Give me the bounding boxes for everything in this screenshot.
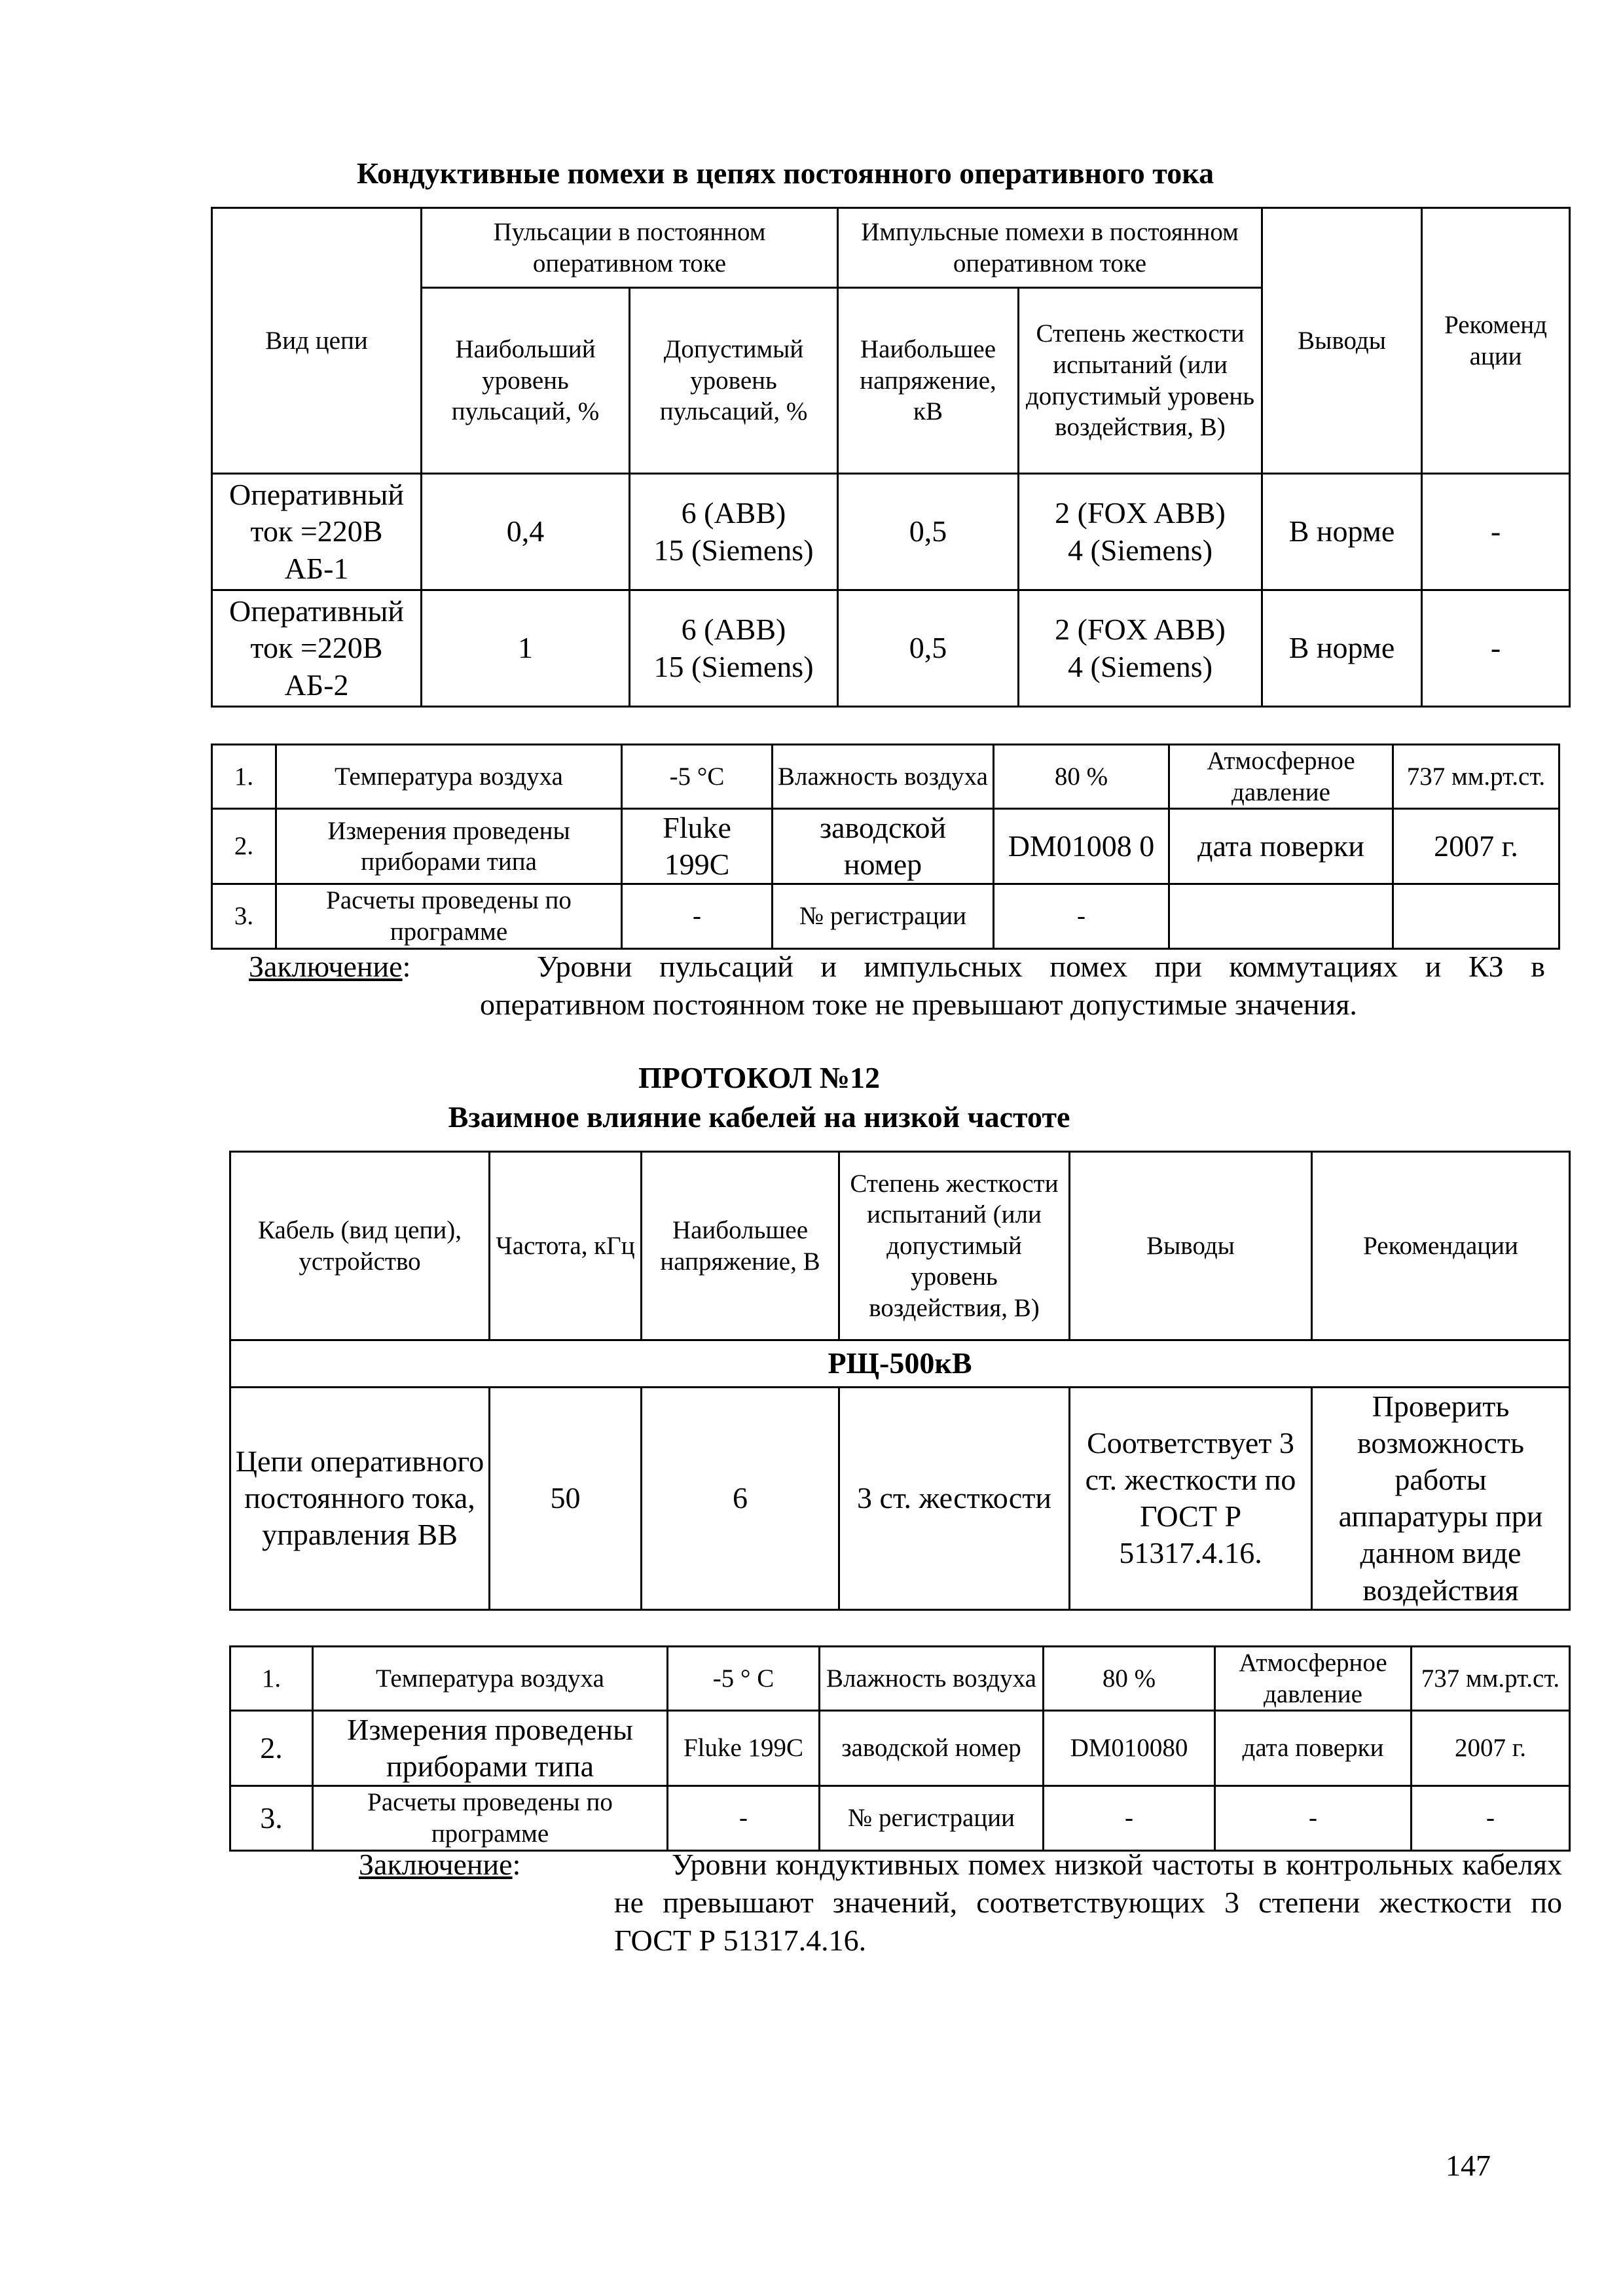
- cell-label: Температура воздуха: [313, 1647, 668, 1711]
- row-number: 1.: [212, 745, 276, 809]
- cell-label: Влажность воздуха: [773, 745, 994, 809]
- conditions-table-2: [229, 1645, 1571, 1852]
- cell-label: Температура воздуха: [276, 745, 622, 809]
- cell-severity: 2 (FOX ABB) 4 (Siemens): [1019, 590, 1262, 707]
- header-vid-cepi: Вид цепи: [212, 208, 422, 474]
- cell-recommendation: -: [1422, 590, 1570, 707]
- header-impulse: Импульсные помехи в постоянном оперативном токе: [838, 208, 1262, 288]
- cell-value: -: [994, 884, 1169, 948]
- cell-frequency: 50: [490, 1388, 642, 1610]
- cell-label: Атмосферное давление: [1215, 1647, 1412, 1711]
- cell-label: № регистрации: [773, 884, 994, 948]
- cell-max-ripple: 1: [422, 590, 630, 707]
- header-recommendations: Рекомендации: [1312, 1152, 1570, 1340]
- header-pulsations: Пульсации в постоянном оперативном токе: [422, 208, 838, 288]
- cell-max-ripple: 0,4: [422, 474, 630, 590]
- cell-label: Измерения проведены приборами типа: [276, 809, 622, 884]
- conditions-row: [230, 1786, 1570, 1850]
- conditions-table-1: [211, 744, 1560, 950]
- cell-value: 2007 г.: [1412, 1711, 1570, 1786]
- cell-allowed-ripple: 6 (ABB) 15 (Siemens): [630, 590, 838, 707]
- cell-label: заводской номер: [820, 1711, 1044, 1786]
- conditions-row: [212, 745, 1559, 809]
- cell-vid: Оперативный ток =220В АБ-2: [212, 590, 422, 707]
- conditions-row: [212, 809, 1559, 884]
- cell-vyvody: В норме: [1262, 590, 1422, 707]
- table-row: [230, 1388, 1570, 1610]
- cell-label: заводской номер: [773, 809, 994, 884]
- row-number: 3.: [212, 884, 276, 948]
- cell-value: DM010080: [1044, 1711, 1215, 1786]
- table-row: [212, 474, 1570, 590]
- header-max-voltage: Наибольшее напряжение, кВ: [838, 288, 1019, 474]
- cell-allowed-ripple: 6 (ABB) 15 (Siemens): [630, 474, 838, 590]
- cable-influence-table: [229, 1151, 1571, 1611]
- cell-severity: 2 (FOX ABB) 4 (Siemens): [1019, 474, 1262, 590]
- cell-recommendation: Проверить возможность работы аппаратуры при данном виде воздействия: [1312, 1388, 1570, 1610]
- cell-vyvody: Соответствует 3 ст. жесткости по ГОСТ Р 51317.4.16.: [1070, 1388, 1312, 1610]
- header-severity: Степень жесткости испытаний (или допустимый уровень воздействия, В): [1019, 288, 1262, 474]
- header-recommendations: Рекоменд ации: [1422, 208, 1570, 474]
- cell-label: дата поверки: [1169, 809, 1393, 884]
- cell-max-voltage: 0,5: [838, 590, 1019, 707]
- header-allowed-ripple: Допустимый уровень пульсаций, %: [630, 288, 838, 474]
- cell-value: [1393, 884, 1559, 948]
- cell-label: Расчеты проведены по программе: [313, 1786, 668, 1850]
- cell-label: Измерения проведены приборами типа: [313, 1711, 668, 1786]
- table1-title: Кондуктивные помехи в цепях постоянного оперативного тока: [356, 156, 1214, 190]
- cell-value: -5 ° С: [668, 1647, 820, 1711]
- conditions-row: [230, 1647, 1570, 1711]
- cell-label: № регистрации: [820, 1786, 1044, 1850]
- conclusion-text-line2: не превышают значений, соответствующих 3 степени жесткости по: [614, 1886, 1562, 1919]
- cell-label: Атмосферное давление: [1169, 745, 1393, 809]
- cell-label: дата поверки: [1215, 1711, 1412, 1786]
- cell-label: Влажность воздуха: [820, 1647, 1044, 1711]
- section-header: РЩ-500кВ: [230, 1340, 1570, 1388]
- cell-value: -5 °С: [622, 745, 773, 809]
- conditions-row: [230, 1711, 1570, 1786]
- cell-value: -: [668, 1786, 820, 1850]
- cell-value: -: [622, 884, 773, 948]
- header-vyvody: Выводы: [1262, 208, 1422, 474]
- conclusion-text-line1: Уровни кондуктивных помех низкой частоты в контрольных кабелях: [672, 1848, 1562, 1881]
- page-number: 147: [1446, 2149, 1491, 2182]
- cell-vyvody: В норме: [1262, 474, 1422, 590]
- conclusion-label: Заключение:: [249, 950, 411, 983]
- cell-label: [1169, 884, 1393, 948]
- cell-recommendation: -: [1422, 474, 1570, 590]
- header-frequency: Частота, кГц: [490, 1152, 642, 1340]
- conclusion-text-line1: Уровни пульсаций и импульсных помех при коммутациях и КЗ в: [537, 950, 1545, 983]
- conditions-row: [212, 884, 1559, 948]
- cell-vid: Оперативный ток =220В АБ-1: [212, 474, 422, 590]
- cell-value: DM01008 0: [994, 809, 1169, 884]
- cell-value: Fluke 199C: [668, 1711, 820, 1786]
- cell-max-voltage: 6: [642, 1388, 839, 1610]
- row-number: 2.: [212, 809, 276, 884]
- cell-label: Расчеты проведены по программе: [276, 884, 622, 948]
- cell-value: 2007 г.: [1393, 809, 1559, 884]
- cell-value: 80 %: [994, 745, 1169, 809]
- cell-label: -: [1215, 1786, 1412, 1850]
- protocol-subtitle: Взаимное влияние кабелей на низкой частоте: [448, 1100, 1070, 1134]
- header-cable: Кабель (вид цепи), устройство: [230, 1152, 490, 1340]
- conclusion-text-line3: ГОСТ Р 51317.4.16.: [614, 1924, 867, 1957]
- cell-value: Fluke 199C: [622, 809, 773, 884]
- ripple-table: [211, 207, 1571, 708]
- cell-value: -: [1044, 1786, 1215, 1850]
- cell-severity: 3 ст. жесткости: [839, 1388, 1070, 1610]
- cell-value: 80 %: [1044, 1647, 1215, 1711]
- cell-cable: Цепи оперативного постоянного тока, управления ВВ: [230, 1388, 490, 1610]
- cell-value: -: [1412, 1786, 1570, 1850]
- row-number: 3.: [230, 1786, 313, 1850]
- header-max-ripple: Наибольший уровень пульсаций, %: [422, 288, 630, 474]
- cell-value: 737 мм.рт.ст.: [1393, 745, 1559, 809]
- header-severity: Степень жесткости испытаний (или допустимый уровень воздействия, В): [839, 1152, 1070, 1340]
- conclusion-label: Заключение:: [359, 1848, 521, 1881]
- header-max-voltage: Наибольшее напряжение, В: [642, 1152, 839, 1340]
- cell-value: 737 мм.рт.ст.: [1412, 1647, 1570, 1711]
- row-number: 1.: [230, 1647, 313, 1711]
- cell-max-voltage: 0,5: [838, 474, 1019, 590]
- table-row: [212, 590, 1570, 707]
- protocol-title: ПРОТОКОЛ №12: [638, 1061, 880, 1094]
- header-vyvody: Выводы: [1070, 1152, 1312, 1340]
- row-number: 2.: [230, 1711, 313, 1786]
- conclusion-text-line2: оперативном постоянном токе не превышают допустимые значения.: [480, 988, 1357, 1021]
